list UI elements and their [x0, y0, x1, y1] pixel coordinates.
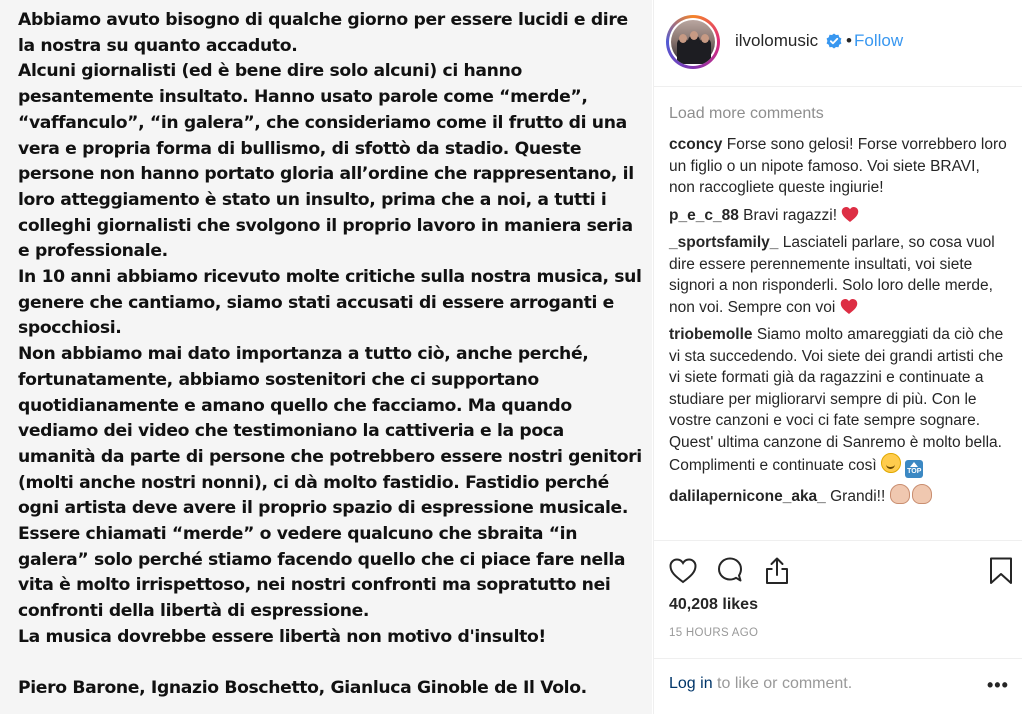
comment-text: Bravi ragazzi! [743, 206, 838, 224]
follow-button[interactable]: Follow [854, 31, 904, 50]
login-prompt-row [654, 658, 1022, 719]
post-header [654, 0, 1022, 87]
post-text-line: genere che cantiamo, siamo stati accusati di essere arroganti e [18, 292, 614, 313]
comment-item [669, 205, 1009, 227]
share-icon[interactable] [762, 556, 792, 586]
avatar-photo [671, 20, 715, 64]
post-text-line: quotidianamente e amano quello che facciamo. Ma quando [18, 395, 572, 416]
post-text-line: galera” solo perché stiamo facendo quello che ci piace fare nella [18, 549, 626, 570]
red-heart-emoji [841, 206, 859, 223]
likes-count[interactable]: 40,208 likes [669, 596, 758, 613]
comment-username[interactable]: triobemolle [669, 326, 753, 343]
login-link[interactable]: Log in [669, 675, 713, 692]
post-text-line: la nostra su quanto accaduto. [18, 35, 298, 56]
post-text-line: ogni artista deve avere il proprio spazio di espressione musicale. [18, 498, 629, 519]
top-arrow-emoji: TOP [905, 460, 923, 478]
comment-username[interactable]: dalilapernicone_aka_ [669, 488, 826, 505]
avatar-face [679, 34, 687, 43]
post-text-line: colleghi giornalisti che svolgono il proprio lavoro in maniera seria [18, 215, 633, 236]
username-link[interactable]: ilvolomusic [735, 31, 819, 50]
comment-item [669, 134, 1009, 199]
post-text-line: vediamo dei video che testimoniano la cattiveria e la poca [18, 421, 564, 442]
post-text-line: Abbiamo avuto bisogno di qualche giorno per essere lucidi e dire [18, 10, 628, 30]
load-more-comments-button[interactable]: Load more comments [669, 105, 824, 122]
bookmark-icon[interactable] [986, 556, 1016, 586]
post-text-line: (molti anche nostri nonni), ci dà molto fastidio. Fastidio perché [18, 472, 609, 493]
red-heart-emoji [840, 298, 858, 315]
avatar-face [690, 31, 698, 40]
post-text-line: In 10 anni abbiamo ricevuto molte critiche sulla nostra musica, sul [18, 267, 642, 288]
post-text-spacer [18, 651, 638, 677]
clapping-hands-emoji [890, 484, 910, 504]
comment-text: Forse sono gelosi! Forse vorrebbero loro un figlio o un nipote famoso. Voi siete BRAVI, non raccogliete queste ingiurie! [669, 136, 1007, 196]
comment-username[interactable]: cconcy [669, 136, 723, 153]
post-text-line: loro atteggiamento è stato un insulto, prima che a noi, a tutti i [18, 189, 607, 210]
comments-list [669, 102, 1009, 514]
clapping-hands-emoji [912, 484, 932, 504]
post-sidebar [653, 0, 1022, 714]
avatar-frame [669, 18, 717, 66]
post-text [18, 8, 642, 702]
login-prompt-text: to like or comment. [712, 675, 853, 692]
avatar[interactable] [666, 15, 720, 69]
post-text-line: Non abbiamo mai dato importanza a tutto ciò, anche perché, [18, 344, 589, 365]
login-prompt [669, 675, 852, 693]
comment-text: Grandi!! [830, 488, 886, 505]
post-signature: Piero Barone, Ignazio Boschetto, Gianluca Ginoble de Il Volo. [18, 678, 587, 699]
post-text-line: Alcuni giornalisti (ed è bene dire solo alcuni) ci hanno [18, 61, 522, 82]
post-text-line: e professionale. [18, 241, 168, 262]
post-text-line: vera e propria forma di bullismo, di sfottò da stadio. Queste [18, 138, 582, 159]
comment-icon[interactable] [715, 556, 745, 586]
post-text-line: fortunatamente, abbiamo sostenitori che ci supportano [18, 369, 539, 390]
more-options-button[interactable]: ••• [987, 675, 1009, 695]
header-separator: • [846, 31, 852, 50]
verified-badge-icon [826, 33, 842, 49]
avatar-face [701, 34, 709, 43]
post-text-line: vita è molto irrispettoso, nei nostri confronti ma sopratutto nei [18, 575, 611, 596]
comment-item [669, 232, 1009, 318]
post-text-line: pesantemente insultato. Hanno usato parole come “merde”, [18, 87, 588, 108]
heart-outline-icon[interactable] [668, 556, 698, 586]
post-text-line: “vaffanculo”, “in galera”, che consideriamo come il frutto di una [18, 112, 627, 133]
post-text-line: umanità da parte di persone che potrebbero essere nostri genitori [18, 446, 642, 467]
comment-username[interactable]: p_e_c_88 [669, 206, 739, 224]
post-actions [654, 540, 1022, 721]
comment-item [669, 484, 1009, 508]
post-text-line: persone non hanno portato gloria all’ordine che rappresentano, il [18, 164, 634, 185]
post-timestamp[interactable]: 15 HOURS AGO [669, 627, 759, 639]
comment-item [669, 324, 1009, 478]
post-text-line: confronti della libertà di espressione. [18, 601, 370, 622]
post-text-line: La musica dovrebbe essere libertà non motivo d'insulto! [18, 626, 546, 647]
comment-text: Lasciateli parlare, so cosa vuol dire essere perennemente insultati, voi siete signori a non risponderli. Solo loro delle merde, non voi. Sempre con voi [669, 234, 995, 316]
post-text-line: Essere chiamati “merde” o vedere qualcuno che sbraita “in [18, 524, 578, 545]
smiling-face-emoji [881, 453, 901, 473]
comment-username[interactable]: _sportsfamily_ [669, 234, 779, 251]
comment-text: Siamo molto amareggiati da ciò che vi sta succedendo. Voi siete dei grandi artisti che vi siete formati già da ragazzini e continuate a studiare per migliorarvi sempre di più. Con le vostre canzoni e voci ci fate sempre sognare. Quest' ultima canzone di Sanremo è molto bella. Complimenti e continuate così [669, 326, 1004, 474]
post-text-line: spocchiosi. [18, 318, 122, 339]
